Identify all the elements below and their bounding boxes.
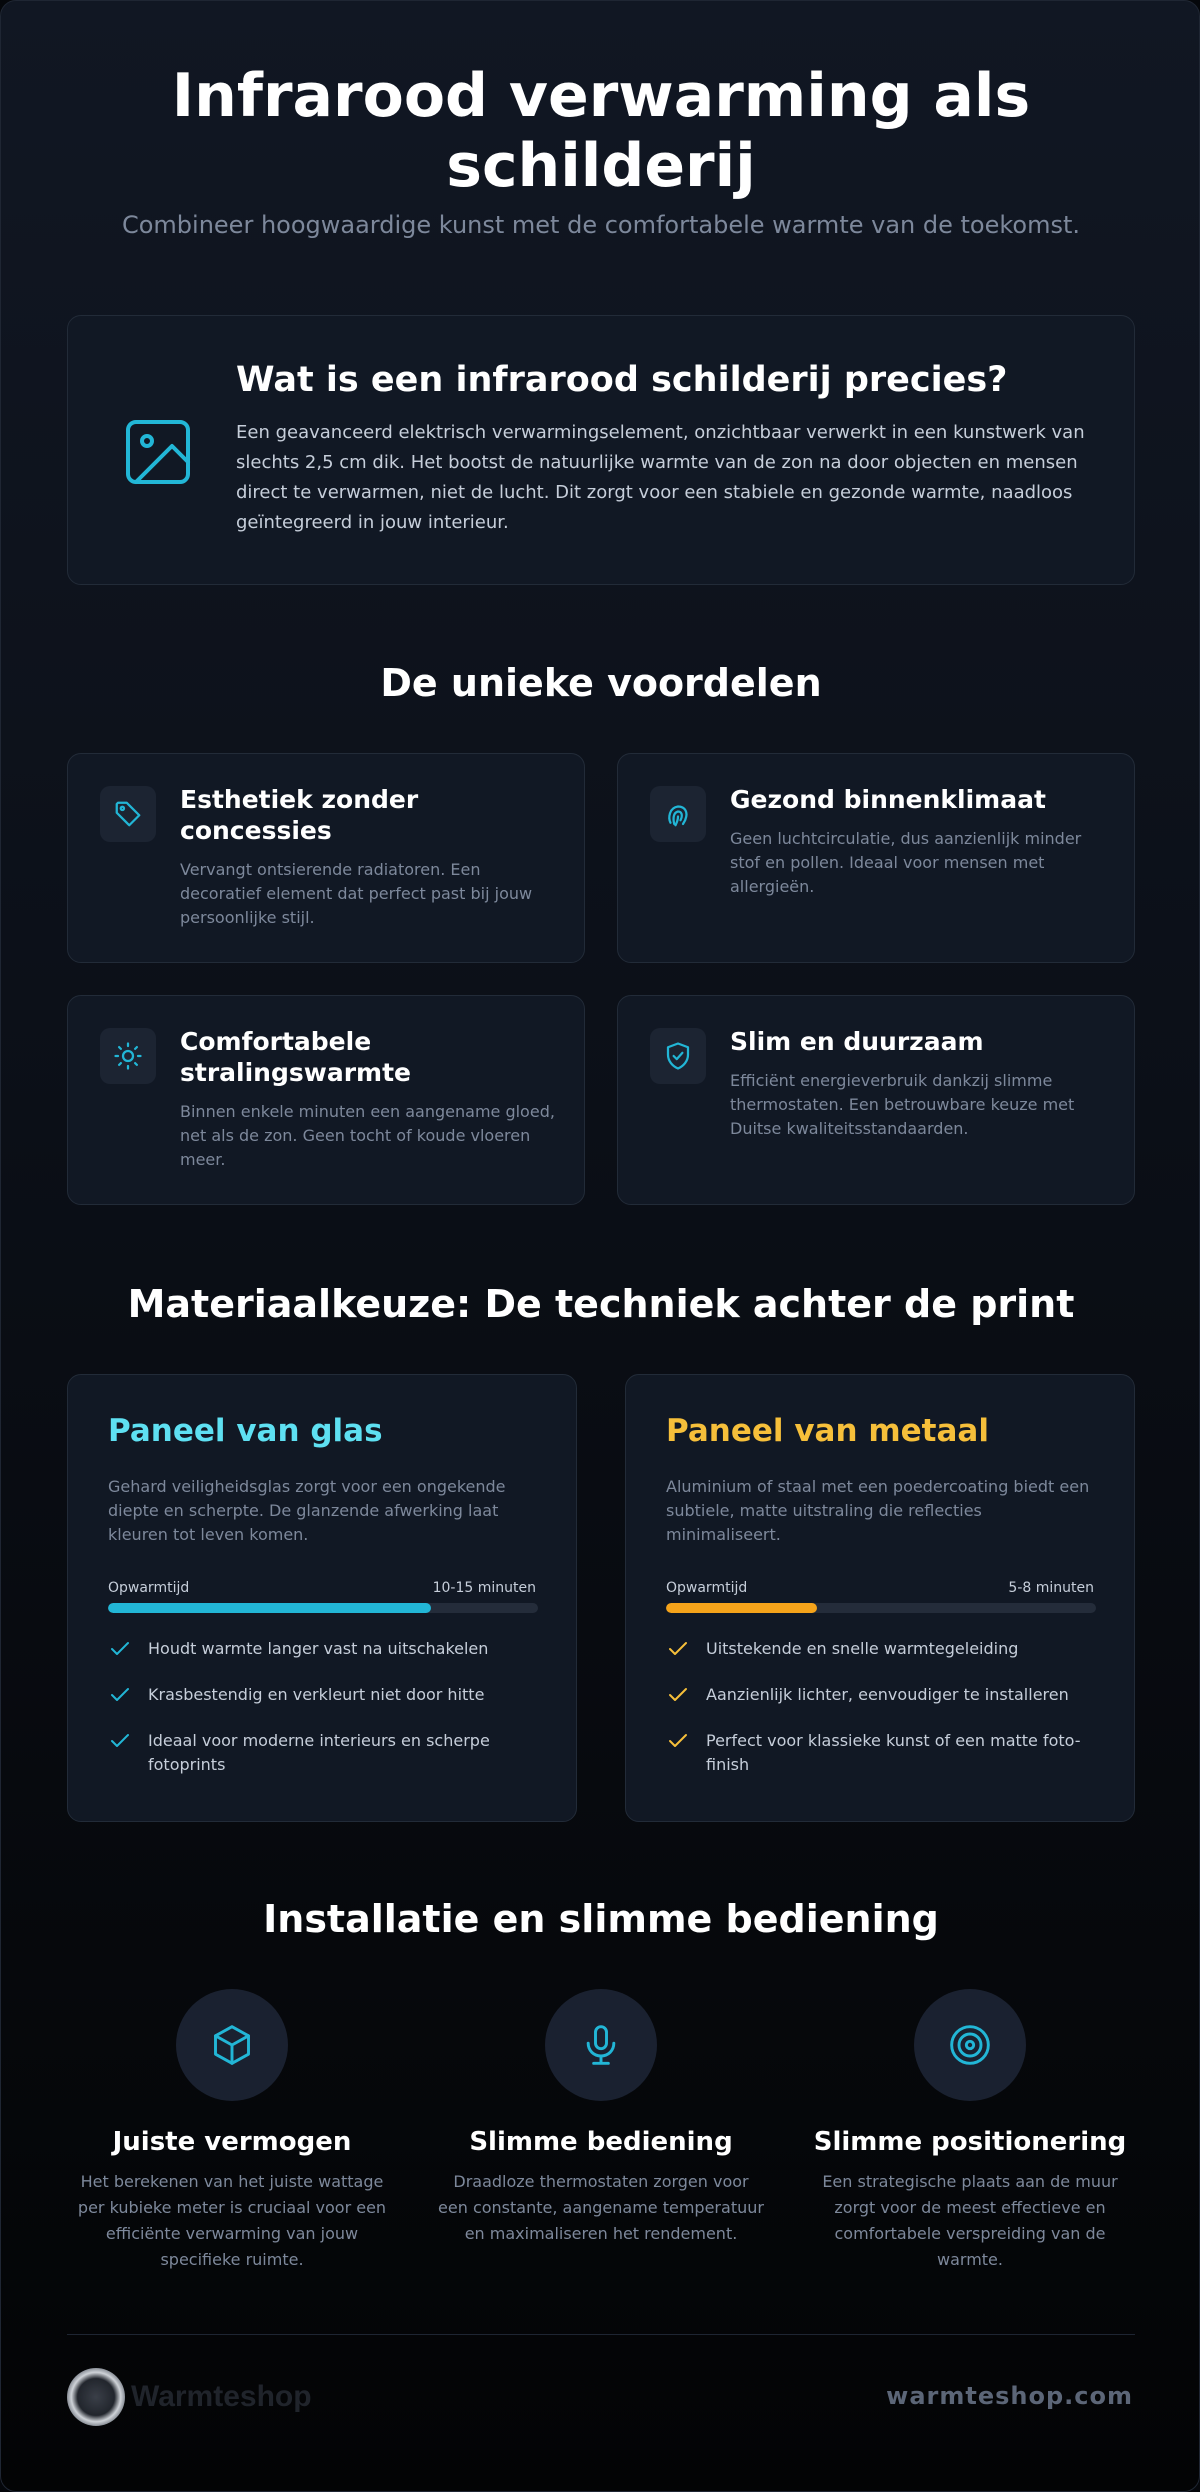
installation-title: Installatie en slimme bediening — [263, 1897, 939, 1941]
microphone-icon — [545, 1989, 657, 2101]
feature-text: Houdt warmte langer vast na uitschakelen — [148, 1639, 489, 1658]
benefit-card — [617, 753, 1135, 963]
check-icon — [666, 1730, 690, 1752]
heatup-progress-fill — [666, 1603, 817, 1613]
installation-item-title: Slimme bediening — [469, 2127, 733, 2157]
benefit-text: Geen luchtcirculatie, dus aanzienlijk minder stof en pollen. Ideaal voor mensen met allergieën. — [730, 829, 1082, 896]
benefit-text: Vervangt ontsierende radiatoren. Een decoratief element dat perfect past bij jouw persoonlijke stijl. — [180, 860, 533, 927]
glass-panel-card — [67, 1374, 577, 1822]
heatup-progress-bar — [108, 1603, 538, 1613]
heatup-progress-bar — [666, 1603, 1096, 1613]
feature-text: Aanzienlijk lichter, eenvoudiger te installeren — [706, 1685, 1069, 1704]
feature-text: Uitstekende en snelle warmtegeleiding — [706, 1639, 1019, 1658]
benefit-title: Slim en duurzaam — [730, 1027, 984, 1056]
list-item — [666, 1683, 1096, 1707]
installation-item — [67, 1989, 397, 2273]
sun-icon — [100, 1028, 156, 1084]
heatup-progress-fill — [108, 1603, 431, 1613]
installation-item-text: Draadloze thermostaten zorgen voor een constante, aangename temperatuur en maximaliseren het rendement. — [438, 2172, 764, 2243]
installation-item-text: Het berekenen van het juiste wattage per kubieke meter is cruciaal voor een efficiënte verwarming van jouw specifieke ruimte. — [77, 2172, 387, 2269]
benefits-title: De unieke voordelen — [380, 661, 822, 705]
page-subtitle: Combineer hoogwaardige kunst met de comfortabele warmte van de toekomst. — [121, 211, 1081, 239]
check-icon — [666, 1684, 690, 1706]
list-item — [108, 1683, 538, 1707]
installation-item-text: Een strategische plaats aan de muur zorgt voor de meest effectieve en comfortabele verspreiding van de warmte. — [822, 2172, 1118, 2269]
check-icon — [108, 1684, 132, 1706]
list-item — [108, 1637, 538, 1661]
check-icon — [108, 1730, 132, 1752]
installation-item-title: Slimme positionering — [813, 2127, 1127, 2157]
panel-text: Gehard veiligheidsglas zorgt voor een ongekende diepte en scherpte. De glanzende afwerking laat kleuren tot leven komen. — [108, 1477, 506, 1544]
logo-mark-icon — [67, 2368, 125, 2426]
heatup-label: Opwarmtijd — [108, 1580, 190, 1596]
metal-panel-card — [625, 1374, 1135, 1822]
check-icon — [666, 1638, 690, 1660]
brand-name: Warmteshop — [131, 2380, 312, 2413]
intro-text: Een geavanceerd elektrisch verwarmingselement, onzichtbaar verwerkt in een kunstwerk van slechts 2,5 cm dik. Het bootst de natuurlijke warmte van de zon na door objecten en mensen direct te verwarmen, niet de lucht. Dit zorgt voor een stabiele en gezonde warmte, naadloos geïntegreerd in jouw interieur. — [236, 422, 1085, 533]
list-item — [666, 1637, 1096, 1661]
benefit-title: Esthetiek zonder concessies — [180, 785, 419, 845]
target-icon — [914, 1989, 1026, 2101]
heatup-value: 10-15 minuten — [432, 1580, 536, 1596]
list-item — [666, 1729, 1096, 1777]
page-title: Infrarood verwarming als schilderij — [171, 61, 1031, 201]
feature-text: Ideaal voor moderne interieurs en scherpe fotoprints — [148, 1731, 490, 1774]
feature-list — [108, 1637, 538, 1799]
benefit-title: Gezond binnenklimaat — [730, 785, 1046, 814]
installation-item — [436, 1989, 766, 2247]
benefit-text: Binnen enkele minuten een aangename gloed, net als de zon. Geen tocht of koude vloeren meer. — [180, 1102, 555, 1169]
installation-item — [805, 1989, 1135, 2273]
brand-logo[interactable] — [67, 2368, 312, 2426]
feature-list — [666, 1637, 1096, 1799]
tag-icon — [100, 786, 156, 842]
panel-title: Paneel van metaal — [666, 1413, 989, 1449]
intro-card — [67, 315, 1135, 585]
heatup-label: Opwarmtijd — [666, 1580, 748, 1596]
benefit-text: Efficiënt energieverbruik dankzij slimme thermostaten. Een betrouwbare keuze met Duitse kwaliteitsstandaarden. — [730, 1071, 1075, 1138]
feature-text: Krasbestendig en verkleurt niet door hitte — [148, 1685, 485, 1704]
benefit-title: Comfortabele stralingswarmte — [180, 1027, 411, 1087]
benefit-card — [67, 995, 585, 1205]
panel-title: Paneel van glas — [108, 1413, 383, 1449]
benefit-card — [67, 753, 585, 963]
panel-text: Aluminium of staal met een poedercoating biedt een subtiele, matte uitstraling die reflecties minimaliseert. — [666, 1477, 1090, 1544]
image-icon — [122, 416, 194, 488]
heatup-value: 5-8 minuten — [1008, 1580, 1094, 1596]
fingerprint-icon — [650, 786, 706, 842]
benefit-card — [617, 995, 1135, 1205]
list-item — [108, 1729, 538, 1777]
feature-text: Perfect voor klassieke kunst of een matte foto-finish — [706, 1731, 1081, 1774]
footer-divider — [67, 2334, 1135, 2335]
hero — [1, 61, 1200, 239]
shield-check-icon — [650, 1028, 706, 1084]
installation-item-title: Juiste vermogen — [112, 2127, 352, 2157]
check-icon — [108, 1638, 132, 1660]
cube-icon — [176, 1989, 288, 2101]
materials-title: Materiaalkeuze: De techniek achter de print — [127, 1282, 1075, 1326]
intro-title: Wat is een infrarood schilderij precies? — [236, 360, 1008, 400]
site-link[interactable]: warmteshop.com — [886, 2382, 1133, 2410]
